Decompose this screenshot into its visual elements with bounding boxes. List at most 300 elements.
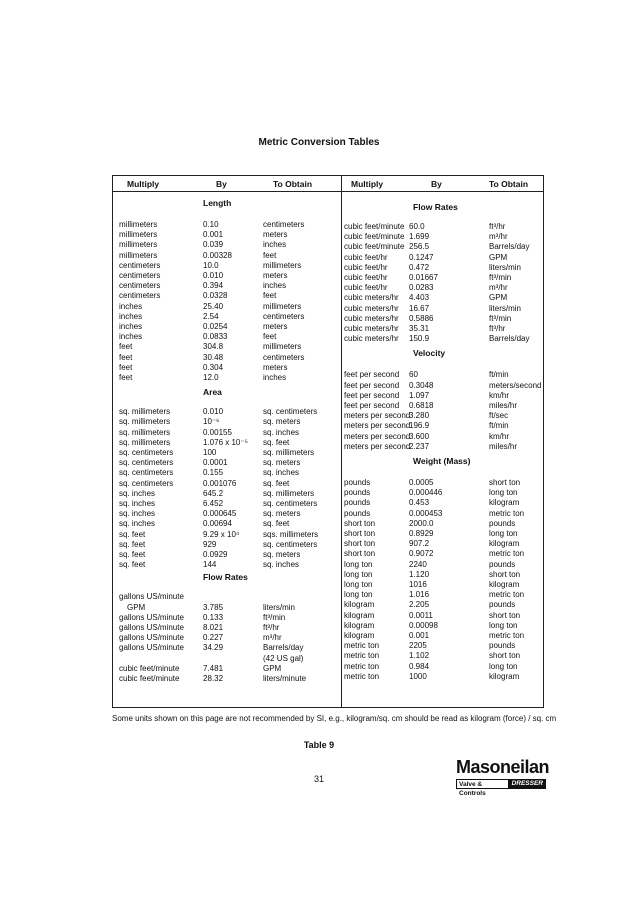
multiply-cell: sq. centimeters — [119, 448, 174, 457]
factor-cell: 0.3048 — [409, 380, 434, 390]
table-row — [113, 498, 543, 508]
multiply-cell: sq. centimeters — [119, 468, 174, 478]
result-cell: pounds — [489, 559, 516, 569]
factor-cell: 0.1247 — [409, 252, 434, 262]
multiply-cell: long ton — [344, 569, 373, 579]
factor-cell: 0.133 — [203, 612, 224, 622]
header-multiply-right: Multiply — [351, 179, 384, 189]
multiply-cell: feet — [119, 352, 133, 362]
factor-cell: 1000 — [409, 671, 427, 681]
conversion-table — [112, 175, 544, 708]
table-row — [113, 442, 543, 452]
multiply-cell: sq. inches — [119, 488, 156, 498]
table-row — [113, 600, 543, 610]
factor-cell: 0.984 — [409, 661, 430, 671]
multiply-cell: pounds — [344, 478, 371, 487]
multiply-cell: sq. feet — [119, 560, 146, 570]
result-cell: inches — [263, 373, 287, 382]
factor-cell: 0.227 — [203, 633, 224, 643]
factor-cell: 60 — [409, 370, 418, 380]
table-row — [113, 391, 543, 401]
factor-cell: 28.32 — [203, 674, 224, 683]
factor-cell: 9.29 x 10⁴ — [203, 529, 240, 539]
multiply-cell: metric ton — [344, 671, 380, 681]
result-cell: (42 US gal) — [263, 653, 304, 663]
multiply-cell: inches — [119, 332, 143, 342]
factor-cell: 0.155 — [203, 468, 224, 478]
left-section-title: Area — [203, 387, 222, 398]
result-cell: liters/min — [489, 262, 522, 272]
table-row — [113, 662, 543, 672]
multiply-cell: centimeters — [119, 260, 161, 270]
multiply-cell: sq. inches — [119, 509, 156, 519]
multiply-cell: feet per second — [344, 390, 400, 400]
table-label: Table 9 — [303, 740, 335, 750]
result-cell: centimeters — [263, 220, 305, 229]
factor-cell: 1.102 — [409, 651, 430, 661]
table-row — [113, 311, 543, 324]
result-cell: sq. meters — [263, 458, 301, 468]
result-cell: ft³/min — [489, 273, 512, 282]
factor-cell: 0.000446 — [409, 488, 443, 498]
multiply-cell: long ton — [344, 559, 373, 569]
table-row — [113, 458, 543, 468]
factor-cell: 1.016 — [409, 590, 430, 600]
result-cell: sq. inches — [263, 427, 300, 437]
result-cell: ft/sec — [489, 411, 509, 421]
multiply-cell: feet — [119, 373, 133, 382]
result-cell: sq. meters — [263, 550, 301, 559]
factor-cell: 0.00098 — [409, 620, 438, 630]
factor-cell: 10.0 — [203, 260, 219, 270]
result-cell: short ton — [489, 651, 521, 661]
result-cell: Barrels/day — [263, 643, 304, 653]
factor-cell: 1.076 x 10⁻⁵ — [203, 437, 248, 447]
result-cell: km/hr — [489, 431, 509, 441]
factor-cell: 12.0 — [203, 373, 219, 382]
result-cell: kilogram — [489, 539, 520, 549]
multiply-cell: cubic feet/minute — [344, 242, 405, 252]
multiply-cell: short ton — [344, 518, 376, 528]
multiply-cell: pounds — [344, 488, 371, 498]
result-cell: metric ton — [489, 631, 525, 640]
result-cell: ft³/hr — [263, 623, 280, 632]
result-cell: sq. feet — [263, 437, 290, 447]
result-cell: sq. feet — [263, 478, 290, 488]
multiply-cell: metric ton — [344, 651, 380, 661]
multiply-cell: cubic meters/hr — [344, 303, 399, 313]
factor-cell: 907.2 — [409, 539, 430, 549]
table-row — [113, 621, 543, 631]
result-cell: inches — [263, 240, 287, 250]
table-header — [113, 176, 543, 192]
right-section-title: Weight (Mass) — [413, 456, 471, 466]
result-cell: Barrels/day — [489, 242, 530, 252]
multiply-cell: kilogram — [344, 600, 375, 610]
multiply-cell: feet per second — [344, 370, 400, 380]
multiply-cell: sq. millimeters — [119, 427, 171, 437]
table-row — [113, 273, 543, 283]
multiply-cell: sq. feet — [119, 529, 146, 539]
factor-cell: 0.01667 — [409, 273, 438, 282]
factor-cell: 3.785 — [203, 602, 224, 612]
multiply-cell: feet — [119, 342, 133, 352]
multiply-cell: pounds — [344, 498, 371, 508]
factor-cell: 100 — [203, 448, 217, 457]
multiply-cell: sq. feet — [119, 550, 146, 559]
multiply-cell: cubic meters/hr — [344, 293, 399, 303]
multiply-cell: cubic meters/hr — [344, 324, 399, 333]
multiply-cell: sq. centimeters — [119, 458, 174, 468]
factor-cell: 0.001 — [203, 230, 224, 240]
header-by-left: By — [216, 179, 227, 189]
result-cell: metric ton — [489, 549, 525, 559]
result-cell: sq. inches — [263, 560, 300, 570]
header-to-obtain-right: To Obtain — [489, 179, 529, 189]
multiply-cell: sq. millimeters — [119, 417, 171, 427]
factor-cell: 0.0283 — [409, 283, 434, 293]
factor-cell: 2.205 — [409, 600, 430, 610]
table-row — [113, 580, 543, 590]
factor-cell: 0.10 — [203, 220, 219, 229]
factor-cell: 1.699 — [409, 232, 430, 242]
table-row — [113, 222, 543, 232]
factor-cell: 1016 — [409, 580, 427, 589]
factor-cell: 2.237 — [409, 441, 430, 451]
result-cell: pounds — [489, 641, 516, 651]
result-cell: sq. inches — [263, 468, 300, 478]
result-cell: sq. meters — [263, 509, 301, 519]
table-row — [113, 381, 543, 391]
result-cell: millimeters — [263, 342, 302, 352]
logo-tagline — [456, 779, 546, 797]
result-cell: km/hr — [489, 390, 509, 400]
table-row — [113, 641, 543, 651]
multiply-cell: meters per second — [344, 411, 411, 421]
multiply-cell: gallons US/minute — [119, 633, 184, 643]
table-row — [113, 432, 543, 442]
multiply-cell: long ton — [344, 580, 373, 589]
table-row — [113, 549, 543, 559]
factor-cell: 304.8 — [203, 342, 224, 352]
result-cell: sq. centimeters — [263, 499, 318, 508]
factor-cell: 0.0011 — [409, 610, 433, 620]
result-cell: sq. centimeters — [263, 407, 318, 417]
factor-cell: 0.0929 — [203, 550, 228, 559]
factor-cell: 0.0833 — [203, 332, 228, 342]
factor-cell: 30.48 — [203, 352, 224, 362]
result-cell: meters — [263, 271, 288, 280]
table-row — [113, 260, 543, 273]
table-row — [113, 411, 543, 421]
multiply-cell: centimeters — [119, 291, 161, 301]
result-cell: centimeters — [263, 352, 305, 362]
result-cell: liters/min — [263, 602, 296, 612]
logo-tagline-right: DRESSER — [509, 779, 546, 789]
multiply-cell: gallons US/minute — [119, 592, 184, 602]
table-row — [113, 232, 543, 242]
table-row — [113, 242, 543, 252]
header-by-right: By — [431, 179, 442, 189]
factor-cell: 0.0254 — [203, 322, 228, 331]
result-cell: ft³/min — [263, 612, 286, 622]
multiply-cell: sq. centimeters — [119, 478, 174, 488]
factor-cell: 0.010 — [203, 271, 224, 280]
factor-cell: 144 — [203, 560, 217, 570]
result-cell: GPM — [263, 663, 282, 673]
factor-cell: 196.9 — [409, 421, 430, 431]
result-cell: sq. feet — [263, 519, 290, 529]
table-row — [113, 631, 543, 641]
table-row — [113, 283, 543, 293]
result-cell: liters/min — [489, 303, 522, 313]
result-cell: ft³/min — [489, 313, 512, 323]
result-cell: kilogram — [489, 498, 520, 508]
factor-cell: 0.8929 — [409, 529, 434, 538]
factor-cell: 256.5 — [409, 242, 430, 252]
factor-cell: 0.453 — [409, 498, 430, 508]
table-row — [113, 421, 543, 431]
result-cell: centimeters — [263, 311, 305, 321]
factor-cell: 0.0005 — [409, 478, 434, 487]
left-section-title: Length — [203, 198, 232, 208]
factor-cell: 25.40 — [203, 301, 224, 311]
result-cell: pounds — [489, 518, 516, 528]
factor-cell: 0.5886 — [409, 313, 434, 323]
footnote: Some units shown on this page are not recommended by SI, e.g., kilogram/sq. cm should be read as kilogram (force) / sq. cm — [112, 714, 557, 723]
multiply-cell: millimeters — [119, 220, 158, 229]
table-row — [113, 324, 543, 334]
multiply-cell: inches — [119, 322, 143, 331]
multiply-cell: metric ton — [344, 661, 380, 671]
factor-cell: 0.00155 — [203, 427, 232, 437]
result-cell: inches — [263, 281, 287, 291]
factor-cell: 3.280 — [409, 411, 430, 421]
result-cell: m³/hr — [263, 633, 282, 643]
table-row — [113, 509, 543, 519]
result-cell: feet — [263, 250, 277, 260]
multiply-cell: sq. inches — [119, 499, 156, 508]
result-cell: long ton — [489, 661, 518, 671]
table-row — [113, 590, 543, 600]
factor-cell: 4.403 — [409, 293, 430, 303]
table-row — [113, 672, 543, 682]
left-section-title: Flow Rates — [203, 572, 248, 583]
multiply-cell: short ton — [344, 549, 376, 559]
table-row — [113, 519, 543, 529]
multiply-cell: short ton — [344, 539, 376, 549]
multiply-cell: cubic feet/hr — [344, 273, 388, 282]
factor-cell: 0.00694 — [203, 519, 232, 529]
multiply-cell: cubic feet/minute — [119, 674, 180, 683]
result-cell: meters — [263, 230, 288, 240]
table-row — [113, 560, 543, 570]
result-cell: millimeters — [263, 301, 302, 311]
multiply-cell: kilogram — [344, 631, 375, 640]
result-cell: miles/hr — [489, 441, 518, 451]
factor-cell: 0.000453 — [409, 508, 443, 518]
multiply-cell: meters per second — [344, 441, 411, 451]
multiply-cell: cubic feet/minute — [344, 222, 405, 231]
factor-cell: 60.0 — [409, 222, 425, 231]
multiply-cell: meters per second — [344, 431, 411, 441]
result-cell: liters/minute — [263, 674, 307, 683]
result-cell: m³/hr — [489, 232, 508, 242]
multiply-cell: meters per second — [344, 421, 411, 431]
result-cell: ft³/hr — [489, 324, 506, 333]
factor-cell: 0.0328 — [203, 291, 228, 301]
factor-cell: 150.9 — [409, 334, 430, 344]
result-cell: ft/min — [489, 370, 509, 380]
factor-cell: 0.9072 — [409, 549, 434, 559]
multiply-cell: centimeters — [119, 271, 161, 280]
multiply-cell: feet per second — [344, 380, 400, 390]
multiply-cell: gallons US/minute — [119, 623, 184, 632]
table-row — [113, 370, 543, 380]
result-cell: sq. meters — [263, 417, 301, 427]
factor-cell: 35.31 — [409, 324, 430, 333]
multiply-cell: sq. feet — [119, 539, 146, 549]
multiply-cell: millimeters — [119, 230, 158, 240]
multiply-cell: feet — [119, 362, 133, 372]
factor-cell: 16.67 — [409, 303, 430, 313]
result-cell: ft/min — [489, 421, 509, 431]
factor-cell: 7.481 — [203, 663, 224, 673]
multiply-cell: kilogram — [344, 620, 375, 630]
result-cell: long ton — [489, 488, 518, 498]
factor-cell: 645.2 — [203, 488, 224, 498]
factor-cell: 10⁻⁶ — [203, 417, 220, 427]
table-row — [113, 468, 543, 478]
result-cell: kilogram — [489, 580, 520, 589]
table-row — [113, 301, 543, 314]
table-row — [113, 529, 543, 539]
multiply-cell: millimeters — [119, 240, 158, 250]
multiply-cell: kilogram — [344, 610, 375, 620]
result-cell: miles/hr — [489, 401, 518, 410]
factor-cell: 2000.0 — [409, 518, 434, 528]
factor-cell: 2.54 — [203, 311, 219, 321]
multiply-cell: cubic meters/hr — [344, 334, 399, 344]
multiply-cell: cubic feet/minute — [344, 232, 405, 242]
result-cell: short ton — [489, 569, 521, 579]
result-cell: ft³/hr — [489, 222, 506, 231]
result-cell: sq. millimeters — [263, 448, 315, 457]
table-row — [113, 569, 543, 583]
table-row — [113, 488, 543, 498]
page-number: 31 — [313, 774, 324, 784]
factor-cell: 0.0001 — [203, 458, 228, 468]
factor-cell: 0.001 — [409, 631, 430, 640]
result-cell: meters/second — [489, 380, 542, 390]
factor-cell: 929 — [203, 539, 217, 549]
multiply-cell: inches — [119, 311, 143, 321]
factor-cell: 0.394 — [203, 281, 224, 291]
multiply-cell: feet per second — [344, 401, 400, 410]
result-cell: millimeters — [263, 260, 302, 270]
result-cell: metric ton — [489, 508, 525, 518]
multiply-cell: gallons US/minute — [119, 643, 184, 653]
result-cell: meters — [263, 362, 288, 372]
result-cell: GPM — [489, 293, 508, 303]
multiply-cell: long ton — [344, 590, 373, 600]
table-row — [113, 293, 543, 303]
multiply-cell: sq. millimeters — [119, 407, 171, 417]
result-cell: short ton — [489, 610, 521, 620]
multiply-cell: gallons US/minute — [119, 612, 184, 622]
factor-cell: 0.039 — [203, 240, 224, 250]
result-cell: pounds — [489, 600, 516, 610]
table-row — [113, 478, 543, 488]
result-cell: long ton — [489, 620, 518, 630]
factor-cell: 0.001076 — [203, 478, 237, 488]
factor-cell: 0.304 — [203, 362, 224, 372]
result-cell: sq. millimeters — [263, 488, 315, 498]
table-row — [113, 334, 543, 344]
factor-cell: 0.000645 — [203, 509, 237, 519]
multiply-cell: cubic feet/hr — [344, 252, 388, 262]
table-row — [113, 401, 543, 411]
multiply-cell: millimeters — [119, 250, 158, 260]
factor-cell: 34.29 — [203, 643, 224, 653]
result-cell: Barrels/day — [489, 334, 530, 344]
result-cell: GPM — [489, 252, 508, 262]
table-row — [113, 611, 543, 621]
multiply-cell: cubic feet/minute — [119, 663, 180, 673]
result-cell: long ton — [489, 529, 518, 538]
result-cell: feet — [263, 291, 277, 301]
factor-cell: 0.472 — [409, 262, 430, 272]
result-cell: kilogram — [489, 671, 520, 681]
multiply-cell: centimeters — [119, 281, 161, 291]
result-cell: m³/hr — [489, 283, 508, 293]
logo-wordmark: Masoneilan — [456, 757, 550, 777]
result-cell: feet — [263, 332, 277, 342]
table-row — [113, 651, 543, 661]
multiply-cell: GPM — [127, 602, 146, 612]
factor-cell: 6.452 — [203, 499, 224, 508]
table-row — [113, 250, 543, 263]
multiply-cell: metric ton — [344, 641, 380, 651]
result-cell: sqs. millimeters — [263, 529, 319, 539]
result-cell: short ton — [489, 478, 521, 487]
result-cell: meters — [263, 322, 288, 331]
right-section-title: Flow Rates — [413, 202, 458, 212]
multiply-cell: cubic feet/hr — [344, 262, 388, 272]
logo-tagline-left: Valve & Controls — [456, 779, 509, 789]
multiply-cell: cubic meters/hr — [344, 313, 399, 323]
page-title: Metric Conversion Tables — [258, 137, 380, 148]
right-section-title: Velocity — [413, 348, 446, 359]
factor-cell: 2205 — [409, 641, 427, 651]
table-row — [113, 539, 543, 549]
multiply-cell: short ton — [344, 529, 376, 538]
masoneilan-logo — [456, 757, 550, 797]
result-cell: metric ton — [489, 590, 525, 600]
factor-cell: 2240 — [409, 559, 427, 569]
multiply-cell: pounds — [344, 508, 371, 518]
multiply-cell: inches — [119, 301, 143, 311]
factor-cell: 0.010 — [203, 407, 224, 417]
multiply-cell: sq. millimeters — [119, 437, 171, 447]
factor-cell: 0.00328 — [203, 250, 232, 260]
factor-cell: 1.120 — [409, 569, 430, 579]
header-to-obtain-left: To Obtain — [273, 179, 313, 189]
multiply-cell: cubic feet/hr — [344, 283, 388, 293]
result-cell: sq. centimeters — [263, 539, 318, 549]
factor-cell: 1.097 — [409, 390, 430, 400]
multiply-cell: sq. inches — [119, 519, 156, 529]
